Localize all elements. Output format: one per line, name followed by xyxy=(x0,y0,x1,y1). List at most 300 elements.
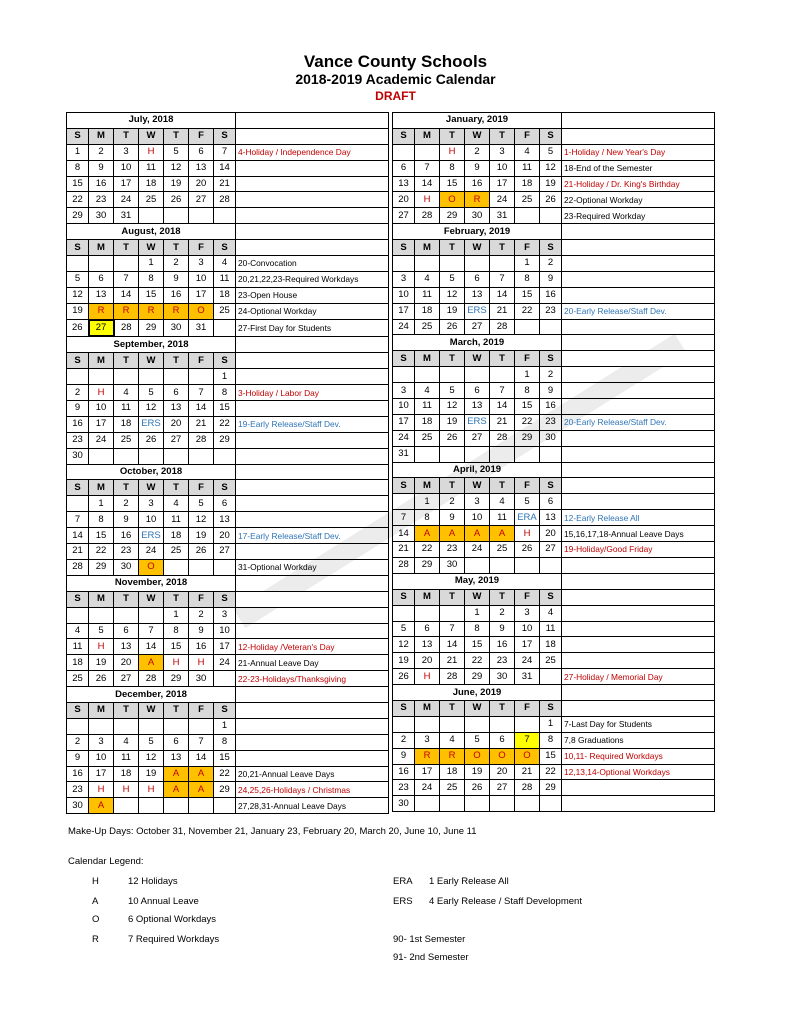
event-note xyxy=(562,510,715,526)
day-cell: 29 xyxy=(540,780,562,796)
week-row xyxy=(393,430,715,446)
day-cell xyxy=(164,718,189,734)
event-note-text: 12,13,14-Optional Workdays xyxy=(564,766,670,777)
legend-semester-2: 91- 2nd Semester xyxy=(393,952,469,963)
event-note xyxy=(236,401,389,417)
day-cell: A xyxy=(490,526,515,542)
day-cell: 15 xyxy=(164,639,189,655)
event-note-text: 20-Convocation xyxy=(238,258,297,269)
weekday-label: F xyxy=(189,591,214,607)
day-cell: 23 xyxy=(440,542,465,558)
event-note xyxy=(562,494,715,510)
event-note-text: 27-Holiday / Memorial Day xyxy=(564,671,663,682)
day-cell: 26 xyxy=(164,192,189,208)
month-title: June, 2019 xyxy=(393,685,562,701)
event-note xyxy=(562,526,715,542)
weekday-label: W xyxy=(465,478,490,494)
day-cell: 24 xyxy=(114,192,139,208)
day-cell xyxy=(114,718,139,734)
day-cell: R xyxy=(164,303,189,319)
day-cell: 4 xyxy=(415,271,440,287)
weekday-label: M xyxy=(89,480,114,496)
day-cell: 1 xyxy=(515,367,540,383)
weekday-label: T xyxy=(114,480,139,496)
day-cell xyxy=(440,796,465,812)
day-cell: 29 xyxy=(515,430,540,446)
event-note xyxy=(562,399,715,415)
weekday-label: W xyxy=(465,589,490,605)
day-cell xyxy=(393,716,415,732)
day-cell: H xyxy=(139,782,164,798)
day-cell xyxy=(114,448,139,464)
event-note xyxy=(562,605,715,621)
week-row xyxy=(393,287,715,303)
event-note xyxy=(562,160,715,176)
day-cell: 10 xyxy=(393,287,415,303)
weekday-label: W xyxy=(139,353,164,369)
day-cell xyxy=(490,367,515,383)
day-cell: 3 xyxy=(393,271,415,287)
week-row xyxy=(67,385,389,401)
weekday-label: T xyxy=(440,589,465,605)
day-cell: 6 xyxy=(114,623,139,639)
weekday-label: F xyxy=(515,351,540,367)
day-cell: 19 xyxy=(465,764,490,780)
day-cell: 2 xyxy=(540,256,562,272)
weekday-note-blank xyxy=(236,353,389,369)
event-note xyxy=(236,271,389,287)
day-cell: A xyxy=(415,526,440,542)
day-cell: 5 xyxy=(189,496,214,512)
day-cell: 6 xyxy=(164,385,189,401)
day-cell: 24 xyxy=(515,653,540,669)
month-note-blank xyxy=(236,336,389,352)
day-cell: 10 xyxy=(465,510,490,526)
day-cell xyxy=(393,605,415,621)
day-cell: 19 xyxy=(540,176,562,192)
day-cell: 5 xyxy=(440,383,465,399)
day-cell: 20 xyxy=(540,526,562,542)
week-row xyxy=(67,750,389,766)
day-cell: R xyxy=(89,303,114,319)
weekday-header xyxy=(393,700,715,716)
day-cell: O xyxy=(465,748,490,764)
event-note xyxy=(236,607,389,623)
day-cell xyxy=(415,446,440,462)
day-cell: 19 xyxy=(164,176,189,192)
day-cell: 30 xyxy=(67,798,89,814)
day-cell xyxy=(89,448,114,464)
day-cell: 19 xyxy=(440,303,465,319)
day-cell xyxy=(515,716,540,732)
weekday-label: T xyxy=(114,591,139,607)
event-note xyxy=(236,303,389,319)
event-note xyxy=(562,367,715,383)
day-cell: 8 xyxy=(89,512,114,528)
day-cell: A xyxy=(89,798,114,814)
day-cell: 4 xyxy=(114,385,139,401)
day-cell xyxy=(89,607,114,623)
week-row xyxy=(393,208,715,224)
day-cell: A xyxy=(465,526,490,542)
event-note-text: 22-Optional Workday xyxy=(564,194,643,205)
day-cell xyxy=(415,367,440,383)
day-cell: 11 xyxy=(114,750,139,766)
day-cell: 13 xyxy=(393,176,415,192)
event-note xyxy=(562,256,715,272)
day-cell: 4 xyxy=(415,383,440,399)
day-cell: 16 xyxy=(114,528,139,544)
week-row xyxy=(67,734,389,750)
week-row xyxy=(67,655,389,671)
day-cell: 10 xyxy=(139,512,164,528)
day-cell: 16 xyxy=(393,764,415,780)
week-row xyxy=(393,748,715,764)
day-cell: A xyxy=(164,782,189,798)
day-cell: 23 xyxy=(89,192,114,208)
month-title: September, 2018 xyxy=(67,336,236,352)
day-cell: 28 xyxy=(415,208,440,224)
week-row xyxy=(67,512,389,528)
event-note xyxy=(562,716,715,732)
day-cell: 16 xyxy=(189,639,214,655)
day-cell: 8 xyxy=(515,271,540,287)
month-header xyxy=(393,113,715,129)
day-cell: 2 xyxy=(67,734,89,750)
month-header xyxy=(393,335,715,351)
day-cell: 25 xyxy=(540,653,562,669)
event-note xyxy=(236,750,389,766)
event-note-text: 22-23-Holidays/Thanksgiving xyxy=(238,673,346,684)
day-cell xyxy=(114,369,139,385)
month-title: January, 2019 xyxy=(393,113,562,129)
weekday-label: T xyxy=(114,353,139,369)
day-cell: 8 xyxy=(67,160,89,176)
event-note xyxy=(562,192,715,208)
day-cell: 10 xyxy=(89,401,114,417)
legend-item-r: R 7 Required Workdays xyxy=(92,934,220,945)
day-cell: 15 xyxy=(139,287,164,303)
day-cell: 6 xyxy=(415,621,440,637)
weekday-label: W xyxy=(465,128,490,144)
weekday-label: S xyxy=(540,351,562,367)
weekday-label: S xyxy=(393,351,415,367)
day-cell: 2 xyxy=(465,144,490,160)
day-cell: 16 xyxy=(89,176,114,192)
day-cell: 13 xyxy=(189,160,214,176)
day-cell: 11 xyxy=(490,510,515,526)
day-cell: 19 xyxy=(67,303,89,319)
day-cell: 27 xyxy=(214,544,236,560)
day-cell xyxy=(415,144,440,160)
day-cell: 5 xyxy=(440,271,465,287)
day-cell: 14 xyxy=(415,176,440,192)
weekday-label: T xyxy=(164,591,189,607)
day-cell: 14 xyxy=(114,287,139,303)
day-cell: 6 xyxy=(490,732,515,748)
month-title: February, 2019 xyxy=(393,224,562,240)
day-cell: 29 xyxy=(465,669,490,685)
weekday-label: S xyxy=(393,589,415,605)
event-note-text: 24,25,26-Holidays / Christmas xyxy=(238,784,351,795)
day-cell: 25 xyxy=(214,303,236,319)
event-note xyxy=(562,208,715,224)
day-cell: 13 xyxy=(164,401,189,417)
day-cell: 16 xyxy=(540,399,562,415)
week-row xyxy=(67,718,389,734)
day-cell: 30 xyxy=(67,448,89,464)
day-cell: 18 xyxy=(540,637,562,653)
day-cell xyxy=(540,446,562,462)
month-header xyxy=(393,573,715,589)
day-cell: 21 xyxy=(490,303,515,319)
day-cell: 13 xyxy=(465,399,490,415)
weekday-label: M xyxy=(415,351,440,367)
weekday-label: M xyxy=(415,240,440,256)
day-cell xyxy=(465,256,490,272)
day-cell: 3 xyxy=(465,494,490,510)
day-cell: 5 xyxy=(139,385,164,401)
day-cell: 21 xyxy=(67,544,89,560)
day-cell: 15 xyxy=(540,748,562,764)
month-note-blank xyxy=(562,113,715,129)
event-note-text: 21-Annual Leave Day xyxy=(238,657,319,668)
day-cell: 26 xyxy=(189,544,214,560)
day-cell: A xyxy=(164,766,189,782)
day-cell: 20 xyxy=(189,176,214,192)
day-cell: 11 xyxy=(540,621,562,637)
day-cell: 12 xyxy=(440,287,465,303)
day-cell xyxy=(67,607,89,623)
day-cell xyxy=(465,716,490,732)
day-cell: 17 xyxy=(89,766,114,782)
day-cell xyxy=(139,208,164,224)
weekday-label: W xyxy=(139,591,164,607)
weekday-label: S xyxy=(540,478,562,494)
day-cell: 11 xyxy=(515,160,540,176)
day-cell: O xyxy=(139,559,164,575)
event-note xyxy=(562,748,715,764)
legend-item-era: ERA 1 Early Release All xyxy=(393,876,509,887)
event-note-text: 12-Holiday /Veteran's Day xyxy=(238,641,335,652)
day-cell: 13 xyxy=(114,639,139,655)
day-cell xyxy=(490,796,515,812)
day-cell: 15 xyxy=(67,176,89,192)
weekday-note-blank xyxy=(236,128,389,144)
weekday-label: S xyxy=(214,240,236,256)
day-cell: 2 xyxy=(440,494,465,510)
day-cell: 24 xyxy=(465,542,490,558)
day-cell: O xyxy=(515,748,540,764)
day-cell: 3 xyxy=(139,496,164,512)
day-cell xyxy=(540,796,562,812)
day-cell: 5 xyxy=(465,732,490,748)
weekday-label: S xyxy=(67,702,89,718)
day-cell: 14 xyxy=(393,526,415,542)
day-cell: 14 xyxy=(490,399,515,415)
day-cell xyxy=(465,796,490,812)
week-row xyxy=(393,669,715,685)
day-cell: 1 xyxy=(214,718,236,734)
day-cell: 12 xyxy=(440,399,465,415)
event-note xyxy=(562,414,715,430)
day-cell: 17 xyxy=(89,416,114,432)
day-cell: 9 xyxy=(540,271,562,287)
event-note-text: 4-Holiday / Independence Day xyxy=(238,147,351,158)
day-cell: 16 xyxy=(490,637,515,653)
makeup-days: Make-Up Days: October 31, November 21, January 23, February 20, March 20, June 10, June 11 xyxy=(68,826,477,837)
day-cell: 8 xyxy=(540,732,562,748)
day-cell: 4 xyxy=(490,494,515,510)
day-cell: 9 xyxy=(67,401,89,417)
weekday-label: M xyxy=(89,702,114,718)
weekday-label: S xyxy=(393,478,415,494)
day-cell: 13 xyxy=(214,512,236,528)
week-row xyxy=(393,542,715,558)
month-note-blank xyxy=(236,575,389,591)
day-cell: 16 xyxy=(540,287,562,303)
day-cell: R xyxy=(465,192,490,208)
day-cell: 14 xyxy=(440,637,465,653)
week-row xyxy=(393,160,715,176)
day-cell: 30 xyxy=(540,430,562,446)
month-note-blank xyxy=(236,687,389,703)
weekday-note-blank xyxy=(236,480,389,496)
day-cell: 19 xyxy=(440,414,465,430)
week-row xyxy=(393,510,715,526)
event-note-text: 31-Optional Workday xyxy=(238,562,317,573)
week-row xyxy=(67,271,389,287)
day-cell: 22 xyxy=(515,414,540,430)
day-cell: 2 xyxy=(490,605,515,621)
day-cell: 12 xyxy=(139,750,164,766)
weekday-label: T xyxy=(490,700,515,716)
weekday-label: W xyxy=(139,240,164,256)
day-cell: 22 xyxy=(214,766,236,782)
day-cell: 24 xyxy=(415,780,440,796)
weekday-label: S xyxy=(67,353,89,369)
day-cell: 1 xyxy=(67,144,89,160)
week-row xyxy=(393,557,715,573)
day-cell: 15 xyxy=(89,528,114,544)
event-note xyxy=(236,160,389,176)
day-cell: 6 xyxy=(465,271,490,287)
week-row xyxy=(67,448,389,464)
day-cell: 9 xyxy=(89,160,114,176)
day-cell xyxy=(164,369,189,385)
day-cell: R xyxy=(139,303,164,319)
day-cell: O xyxy=(189,303,214,319)
day-cell: 15 xyxy=(440,176,465,192)
weekday-header xyxy=(393,589,715,605)
day-cell: 2 xyxy=(89,144,114,160)
event-note xyxy=(236,256,389,272)
event-note-text: 20,21,22,23-Required Workdays xyxy=(238,274,359,285)
weekday-label: M xyxy=(89,591,114,607)
week-row xyxy=(393,716,715,732)
day-cell xyxy=(490,446,515,462)
day-cell: 28 xyxy=(139,671,164,687)
day-cell: 3 xyxy=(515,605,540,621)
day-cell: 31 xyxy=(515,669,540,685)
event-note-text: 15,16,17,18-Annual Leave Days xyxy=(564,528,684,539)
week-row xyxy=(67,639,389,655)
day-cell: 3 xyxy=(189,256,214,272)
day-cell: 18 xyxy=(214,287,236,303)
day-cell: 9 xyxy=(540,383,562,399)
day-cell: 5 xyxy=(515,494,540,510)
day-cell: 20 xyxy=(490,764,515,780)
event-note xyxy=(236,208,389,224)
day-cell: 25 xyxy=(490,542,515,558)
day-cell: 1 xyxy=(164,607,189,623)
day-cell xyxy=(415,256,440,272)
day-cell: 7 xyxy=(490,271,515,287)
weekday-label: F xyxy=(189,353,214,369)
day-cell xyxy=(440,716,465,732)
day-cell: 25 xyxy=(415,319,440,335)
day-cell: A xyxy=(189,782,214,798)
day-cell: A xyxy=(440,526,465,542)
day-cell: 30 xyxy=(440,557,465,573)
day-cell: 4 xyxy=(114,734,139,750)
month-note-blank xyxy=(562,224,715,240)
event-note xyxy=(236,734,389,750)
day-cell: 29 xyxy=(164,671,189,687)
day-cell: 15 xyxy=(465,637,490,653)
weekday-label: T xyxy=(164,240,189,256)
week-row xyxy=(67,623,389,639)
day-cell: 21 xyxy=(393,542,415,558)
day-cell: 10 xyxy=(515,621,540,637)
day-cell: 27 xyxy=(465,430,490,446)
event-note-text: 17-Early Release/Staff Dev. xyxy=(238,530,341,541)
event-note xyxy=(236,782,389,798)
weekday-label: T xyxy=(440,240,465,256)
day-cell: 23 xyxy=(67,432,89,448)
day-cell: 26 xyxy=(67,320,89,337)
day-cell xyxy=(214,798,236,814)
day-cell: 27 xyxy=(114,671,139,687)
weekday-note-blank xyxy=(562,589,715,605)
day-cell: 2 xyxy=(393,732,415,748)
day-cell: 26 xyxy=(540,192,562,208)
event-note xyxy=(562,319,715,335)
event-note xyxy=(562,557,715,573)
day-cell: 28 xyxy=(114,320,139,337)
day-cell: 1 xyxy=(540,716,562,732)
month-note-blank xyxy=(562,685,715,701)
event-note xyxy=(562,446,715,462)
day-cell: 23 xyxy=(540,414,562,430)
event-note xyxy=(236,623,389,639)
month-note-blank xyxy=(236,113,389,129)
day-cell: 5 xyxy=(67,271,89,287)
day-cell: 24 xyxy=(490,192,515,208)
day-cell: 27 xyxy=(164,432,189,448)
day-cell: 22 xyxy=(465,653,490,669)
day-cell: 8 xyxy=(214,385,236,401)
day-cell: 11 xyxy=(67,639,89,655)
day-cell: 22 xyxy=(89,544,114,560)
event-note xyxy=(236,766,389,782)
day-cell: 15 xyxy=(515,287,540,303)
day-cell: 20 xyxy=(415,653,440,669)
day-cell: 4 xyxy=(164,496,189,512)
day-cell: 17 xyxy=(515,637,540,653)
day-cell: 5 xyxy=(393,621,415,637)
weekday-label: T xyxy=(440,128,465,144)
